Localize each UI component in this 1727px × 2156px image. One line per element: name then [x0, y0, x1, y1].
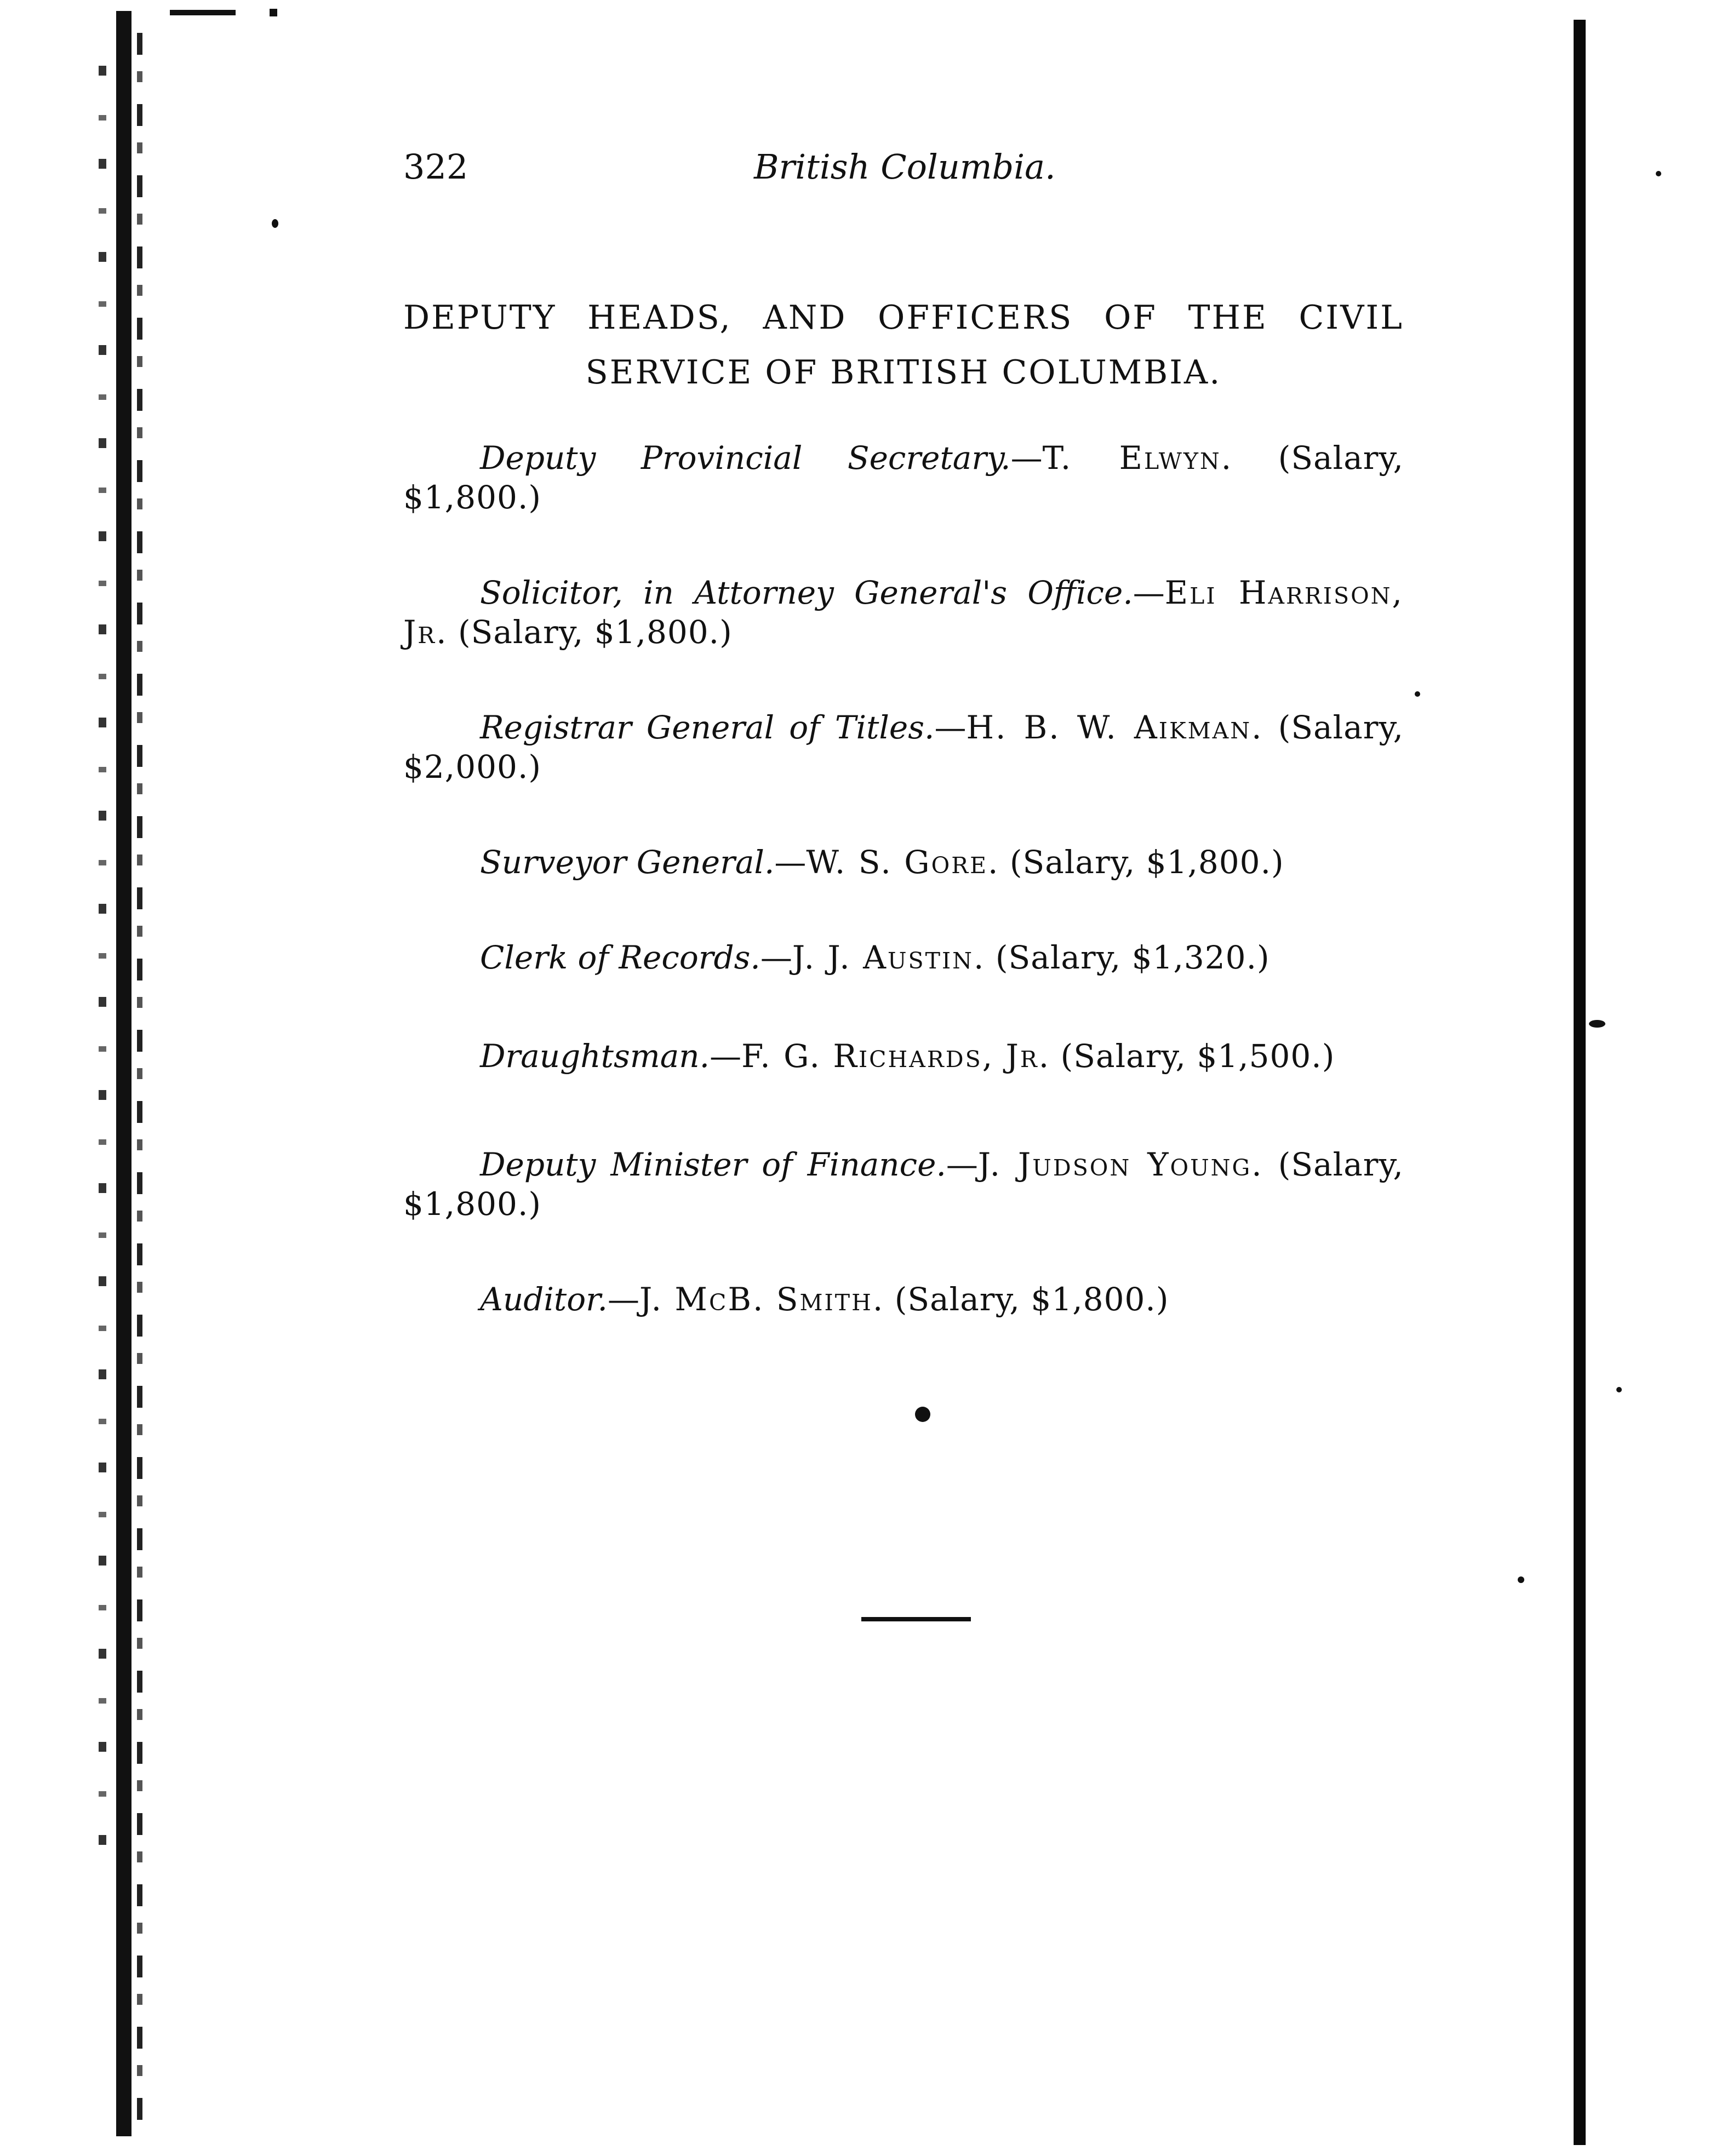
binding-edge-shadow: [116, 11, 131, 2136]
officer-name: J. Judson Young.: [977, 1146, 1263, 1183]
em-dash: —: [760, 939, 792, 976]
scan-speck: [1589, 1020, 1605, 1028]
officer-entry: [403, 573, 1404, 652]
running-head: [403, 147, 1404, 191]
em-dash: —: [1133, 574, 1165, 611]
officer-name: J. McB. Smith.: [639, 1281, 885, 1318]
salary: (Salary, $1,800.): [894, 1281, 1169, 1318]
officer-entry: [403, 1036, 1404, 1076]
officer-entry: [403, 1280, 1404, 1319]
salary: (Salary, $1,800.): [403, 439, 1404, 516]
officer-name: Eli Harrison, Jr.: [403, 574, 1404, 651]
salary: (Salary, $1,800.): [458, 613, 733, 651]
salary: (Salary, $1,500.): [1060, 1037, 1335, 1075]
office-title: Draughtsman.: [480, 1037, 710, 1075]
top-scan-mark: [170, 10, 236, 15]
scan-speck: [915, 1407, 930, 1422]
officer-entry: [403, 708, 1404, 787]
scan-speck: [1415, 691, 1420, 697]
officer-entry: [403, 842, 1404, 882]
section-heading: [403, 290, 1404, 400]
em-dash: —: [710, 1037, 742, 1075]
scan-speck: [1656, 171, 1661, 176]
page-number: 322: [403, 147, 468, 187]
right-page-edge: [1574, 20, 1586, 2145]
salary: (Salary, $1,320.): [995, 939, 1270, 976]
binding-edge-marks: [99, 66, 106, 1873]
office-title: Deputy Provincial Secretary.: [480, 439, 1011, 477]
scan-speck: [272, 219, 278, 228]
officer-name: H. B. W. Aikman.: [966, 709, 1263, 746]
top-scan-dot: [270, 9, 277, 16]
salary: (Salary, $1,800.): [403, 1146, 1404, 1223]
office-title: Registrar General of Titles.: [480, 709, 935, 746]
office-title: Deputy Minister of Finance.: [480, 1146, 946, 1183]
officer-entry: [403, 1145, 1404, 1224]
em-dash: —: [774, 844, 807, 881]
office-title: Clerk of Records.: [480, 939, 760, 976]
em-dash: —: [946, 1146, 978, 1183]
scan-speck: [1518, 1576, 1524, 1583]
em-dash: —: [934, 709, 967, 746]
scan-speck: [1616, 1387, 1622, 1392]
officer-name: J. J. Austin.: [792, 939, 986, 976]
office-title: Surveyor General.: [480, 844, 775, 881]
officer-entry: [403, 938, 1404, 977]
officer-name: T. Elwyn.: [1042, 439, 1233, 477]
binding-edge-texture: [137, 33, 142, 2125]
running-title: British Columbia.: [754, 147, 1056, 187]
office-title: Auditor.: [480, 1281, 608, 1318]
salary: (Salary, $2,000.): [403, 709, 1404, 785]
heading-line-1: DEPUTY HEADS, AND OFFICERS OF THE CIVIL: [403, 299, 1404, 337]
officer-name: F. G. Richards, Jr.: [741, 1037, 1051, 1075]
em-dash: —: [607, 1281, 639, 1318]
em-dash: —: [1010, 439, 1043, 477]
heading-line-2: SERVICE OF BRITISH COLUMBIA.: [585, 353, 1222, 392]
officer-name: W. S. Gore.: [806, 844, 1000, 881]
end-rule: [861, 1617, 971, 1621]
salary: (Salary, $1,800.): [1009, 844, 1284, 881]
office-title: Solicitor, in Attorney General's Office.: [480, 574, 1133, 611]
officer-entry: [403, 438, 1404, 517]
